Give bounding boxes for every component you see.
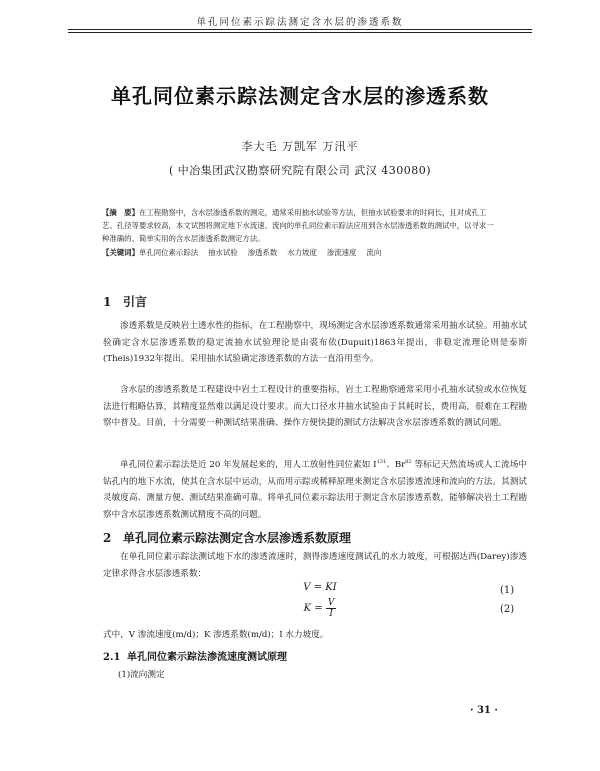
denominator: I — [329, 609, 333, 619]
header-rule-thin — [68, 32, 532, 33]
equation-number: (1) — [500, 585, 515, 596]
keyword: 抽水试验 — [208, 248, 238, 257]
abstract — [102, 206, 494, 259]
superscript: 82 — [405, 459, 412, 466]
variable-definitions: 式中，V 渗流速度(m/d)；K 渗透系数(m/d)；I 水力坡度。 — [103, 630, 329, 640]
equation-2 — [280, 598, 360, 619]
section-1-heading — [103, 293, 147, 310]
subsection-heading — [103, 648, 287, 663]
keyword: 流向 — [366, 248, 382, 257]
superscript: 131 — [376, 459, 387, 466]
section-title: 单孔同位素示踪法测定含水层渗透系数原理 — [123, 531, 352, 545]
section-title: 引言 — [123, 295, 148, 309]
keywords-label: 【关键词】 — [102, 248, 139, 257]
equation-lhs: K = — [303, 603, 323, 614]
keywords — [102, 246, 494, 259]
paragraph-text: 等标记天然流场或人工流场中钻孔内的地下水流，使其在含水层中运动，从而用示踪或稀释原理来测定含水层渗透流速和流向的方法。其测试灵敏度高、测量方便、测试结果准确可靠。将单孔同位素示踪法用于测定含水层渗透系数，能够解决岩土工程勘察中含水层渗透系数测试精度不高的问题。 — [103, 460, 527, 520]
section-2-heading — [103, 529, 351, 546]
paragraph: 渗透系数是反映岩土透水性的指标，在工程勘察中，现场测定含水层渗透系数通常采用抽水试验。用抽水试验确定含水层渗透系数的稳定流抽水试验理论是由裘布依(Dupuit)1863年提出，非稳定流理论则是泰斯(Theis)1932年提出。采用抽水试验确定渗透系数的方法一直沿用至今。 — [103, 321, 527, 364]
paragraph: 在单孔同位素示踪法测试地下水的渗透流速时，测得渗透速度测试孔的水力坡度，可根据达西(Darey)渗透定律求得含水层渗透系数： — [103, 552, 527, 579]
section-number: 2 — [103, 531, 112, 545]
list-item: (1)流向测定 — [118, 670, 165, 680]
subsection-number: 2.1 — [103, 652, 121, 663]
abstract-label: 【摘 要】 — [102, 208, 139, 217]
keyword: 渗流速度 — [326, 248, 357, 257]
keyword: 单孔同位素示踪法 — [138, 248, 199, 257]
header-rule — [68, 29, 532, 30]
paragraph-text: 单孔同位素示踪法是近 20 年发展起来的，用人工放射性同位素如 I — [120, 460, 377, 470]
authors: 李大毛 万凯军 万汛平 — [241, 140, 359, 153]
paper-title: 单孔同位素示踪法测定含水层的渗透系数 — [111, 84, 489, 108]
page-number: · 31 · — [470, 705, 498, 716]
affiliation: ( 中冶集团武汉勘察研究院有限公司 武汉 430080) — [168, 164, 432, 177]
subsection-title: 单孔同位素示踪法渗流速度测试原理 — [127, 652, 287, 663]
running-header: 单孔同位素示踪法测定含水层的渗透系数 — [196, 17, 404, 28]
section-number: 1 — [103, 295, 112, 309]
paragraph — [103, 457, 527, 523]
keyword: 水力坡度 — [287, 248, 317, 257]
equation-number: (2) — [500, 604, 515, 615]
paragraph: 含水层的渗透系数是工程建设中岩土工程设计的重要指标，岩土工程勘察通常采用小孔抽水试验或水位恢复法进行粗略估算，其精度显然难以满足设计要求。而大口径水井抽水试验由于其耗时长，费用高，很难在工程勘察中普及。目前，十分需要一种测试结果准确、操作方便快捷的测试方法解决含水层渗透系数的测试问题。 — [103, 385, 527, 428]
abstract-text: 在工程勘察中，含水层渗透系数的测定，通常采用抽水试验等方法，但抽水试验要求的时间长，且对成孔工艺、孔径等要求较高，本文试图将测定地下水流速、流向的单孔同位素示踪法应用到含水层渗透系数的测试中，以寻求一种准确的、简单实用的含水层渗透系数测定方法。 — [102, 208, 494, 243]
equation-1: V = KI — [303, 582, 337, 593]
keyword: 渗透系数 — [247, 248, 278, 257]
fraction — [326, 598, 337, 619]
paragraph-text: 、Br — [386, 460, 406, 470]
numerator: V — [327, 598, 335, 608]
